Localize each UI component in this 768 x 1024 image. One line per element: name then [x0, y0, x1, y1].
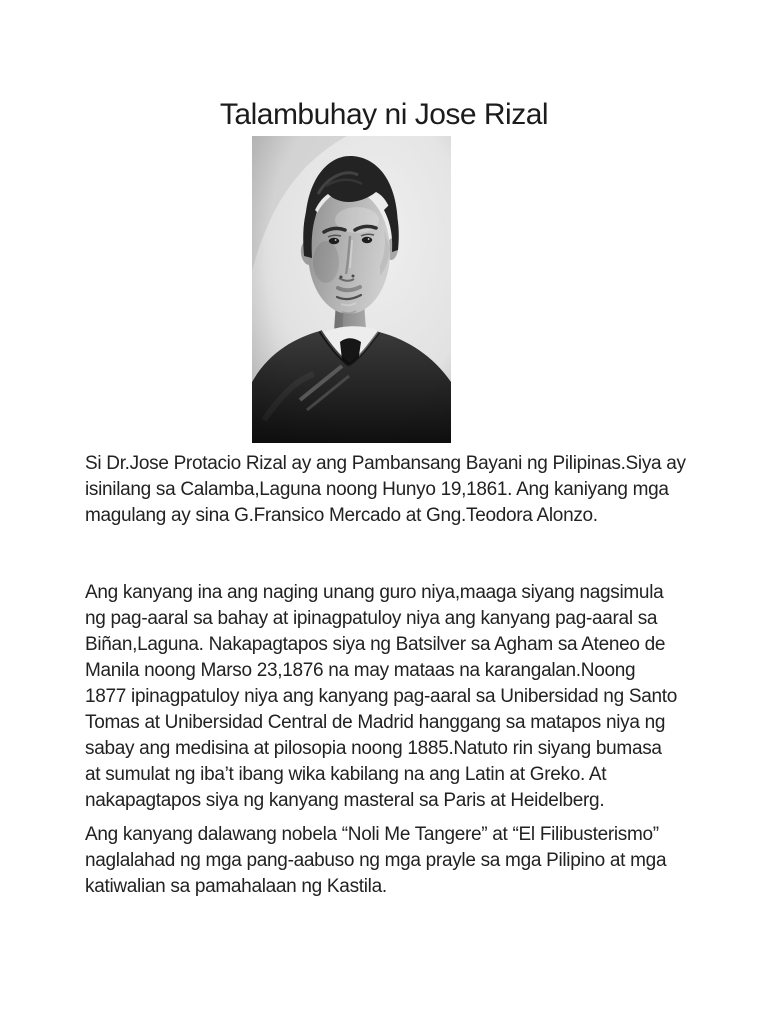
- jose-rizal-portrait-photo: [252, 136, 451, 443]
- text-line: naglalahad ng mga pang-aabuso ng mga prayle sa mga Pilipino at mga: [85, 850, 667, 871]
- paragraph-education: [85, 580, 738, 814]
- portrait-illustration: [252, 136, 451, 443]
- paragraph-intro-birth-parents: [85, 451, 738, 529]
- text-line: sabay ang medisina at pilosopia noong 1885.Natuto rin siyang bumasa: [85, 738, 662, 759]
- text-line: Manila noong Marso 23,1876 na may mataas na karangalan.Noong: [85, 660, 636, 681]
- text-line: isinilang sa Calamba,Laguna noong Hunyo 19,1861. Ang kaniyang mga: [85, 479, 669, 500]
- paragraph-novels: [85, 822, 738, 900]
- text-line: Ang kanyang dalawang nobela “Noli Me Tangere” at “El Filibusterismo”: [85, 824, 659, 845]
- text-line: Ang kanyang ina ang naging unang guro niya,maaga siyang nagsimula: [85, 582, 664, 603]
- text-line: ng pag-aaral sa bahay at ipinagpatuloy niya ang kanyang pag-aaral sa: [85, 608, 658, 629]
- text-line: Biñan,Laguna. Nakapagtapos siya ng Batsilver sa Agham sa Ateneo de: [85, 634, 666, 655]
- page-title: Talambuhay ni Jose Rizal: [219, 98, 549, 131]
- text-line: 1877 ipinagpatuloy niya ang kanyang pag-aaral sa Unibersidad ng Santo: [85, 686, 677, 707]
- text-line: at sumulat ng iba’t ibang wika kabilang na ang Latin at Greko. At: [85, 764, 607, 785]
- text-line: nakapagtapos siya ng kanyang masteral sa Paris at Heidelberg.: [85, 790, 605, 811]
- text-line: Si Dr.Jose Protacio Rizal ay ang Pambansang Bayani ng Pilipinas.Siya ay: [85, 453, 686, 474]
- text-line: katiwalian sa pamahalaan ng Kastila.: [85, 876, 387, 897]
- text-line: Tomas at Unibersidad Central de Madrid hanggang sa matapos niya ng: [85, 712, 666, 733]
- text-line: magulang ay sina G.Fransico Mercado at Gng.Teodora Alonzo.: [85, 505, 598, 526]
